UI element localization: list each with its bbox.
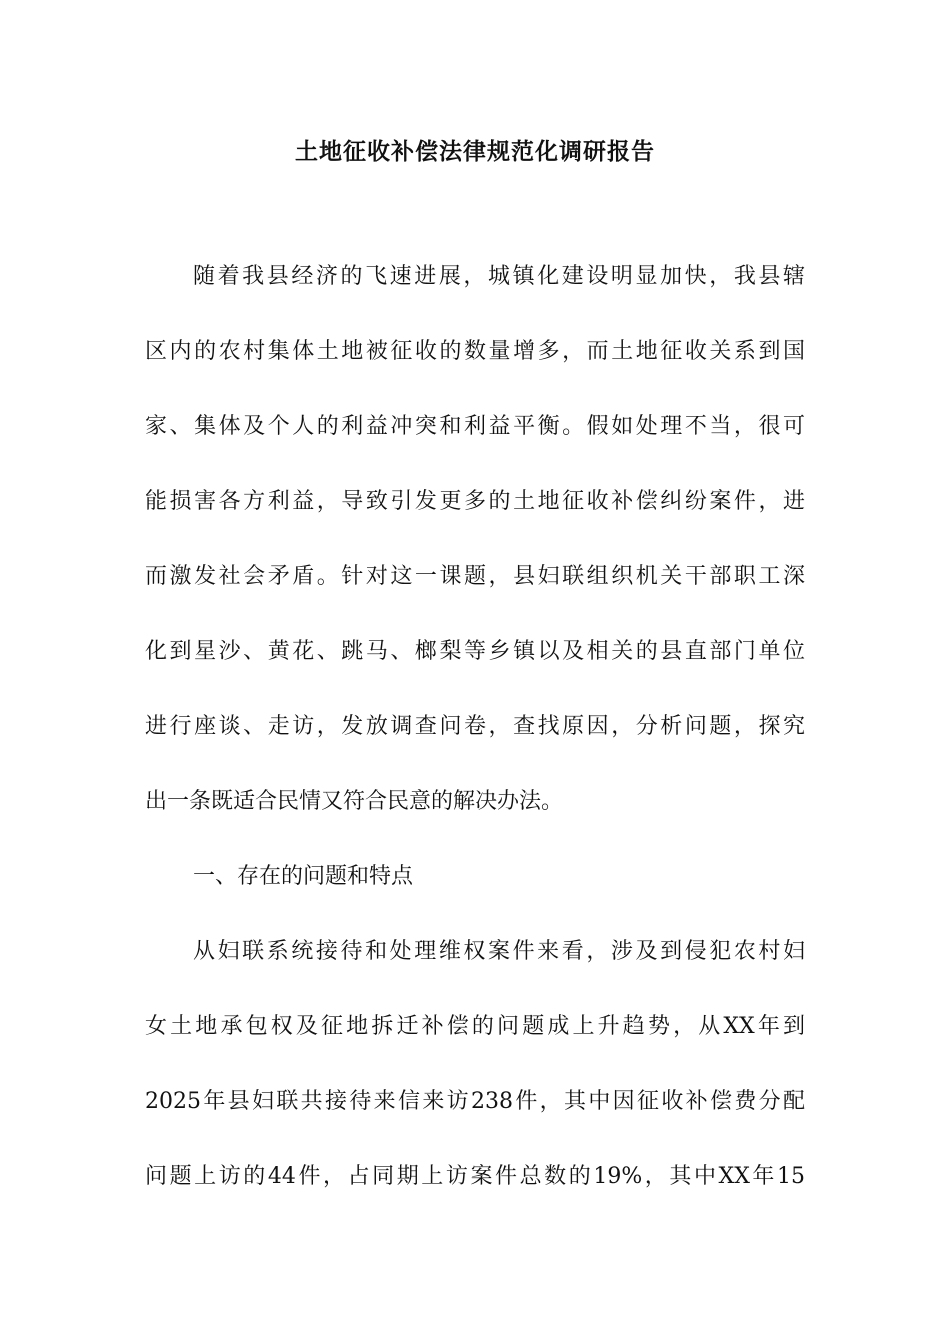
paragraph-1-line-7: 进行座谈、走访，发放调查问卷，查找原因，分析问题，探究: [145, 714, 805, 739]
paragraph-1-line-2: 区内的农村集体土地被征收的数量增多，而土地征收关系到国: [145, 339, 805, 364]
paragraph-2-line-4: 问题上访的44件，占同期上访案件总数的19%，其中XX年15: [145, 1164, 805, 1189]
document-title: 土地征收补偿法律规范化调研报告: [295, 138, 655, 165]
paragraph-1-line-4: 能损害各方利益，导致引发更多的土地征收补偿纠纷案件，进: [145, 489, 805, 514]
paragraph-2-line-2: 女土地承包权及征地拆迁补偿的问题成上升趋势，从XX年到: [145, 1014, 805, 1039]
paragraph-2-line-3: 2025年县妇联共接待来信来访238件，其中因征收补偿费分配: [145, 1089, 805, 1114]
paragraph-1-line-1: 随着我县经济的飞速进展，城镇化建设明显加快，我县辖: [193, 264, 805, 289]
paragraph-1-line-6: 化到星沙、黄花、跳马、榔梨等乡镇以及相关的县直部门单位: [145, 639, 805, 664]
paragraph-1-line-5: 而激发社会矛盾。针对这一课题，县妇联组织机关干部职工深: [145, 564, 805, 589]
paragraph-1-line-8: 出一条既适合民情又符合民意的解决办法。: [145, 789, 564, 814]
paragraph-2-line-1: 从妇联系统接待和处理维权案件来看，涉及到侵犯农村妇: [193, 939, 805, 964]
section-heading: 一、存在的问题和特点: [193, 864, 414, 889]
document-body: [145, 255, 805, 1230]
paragraph-1-line-3: 家、集体及个人的利益冲突和利益平衡。假如处理不当，很可: [145, 414, 805, 439]
